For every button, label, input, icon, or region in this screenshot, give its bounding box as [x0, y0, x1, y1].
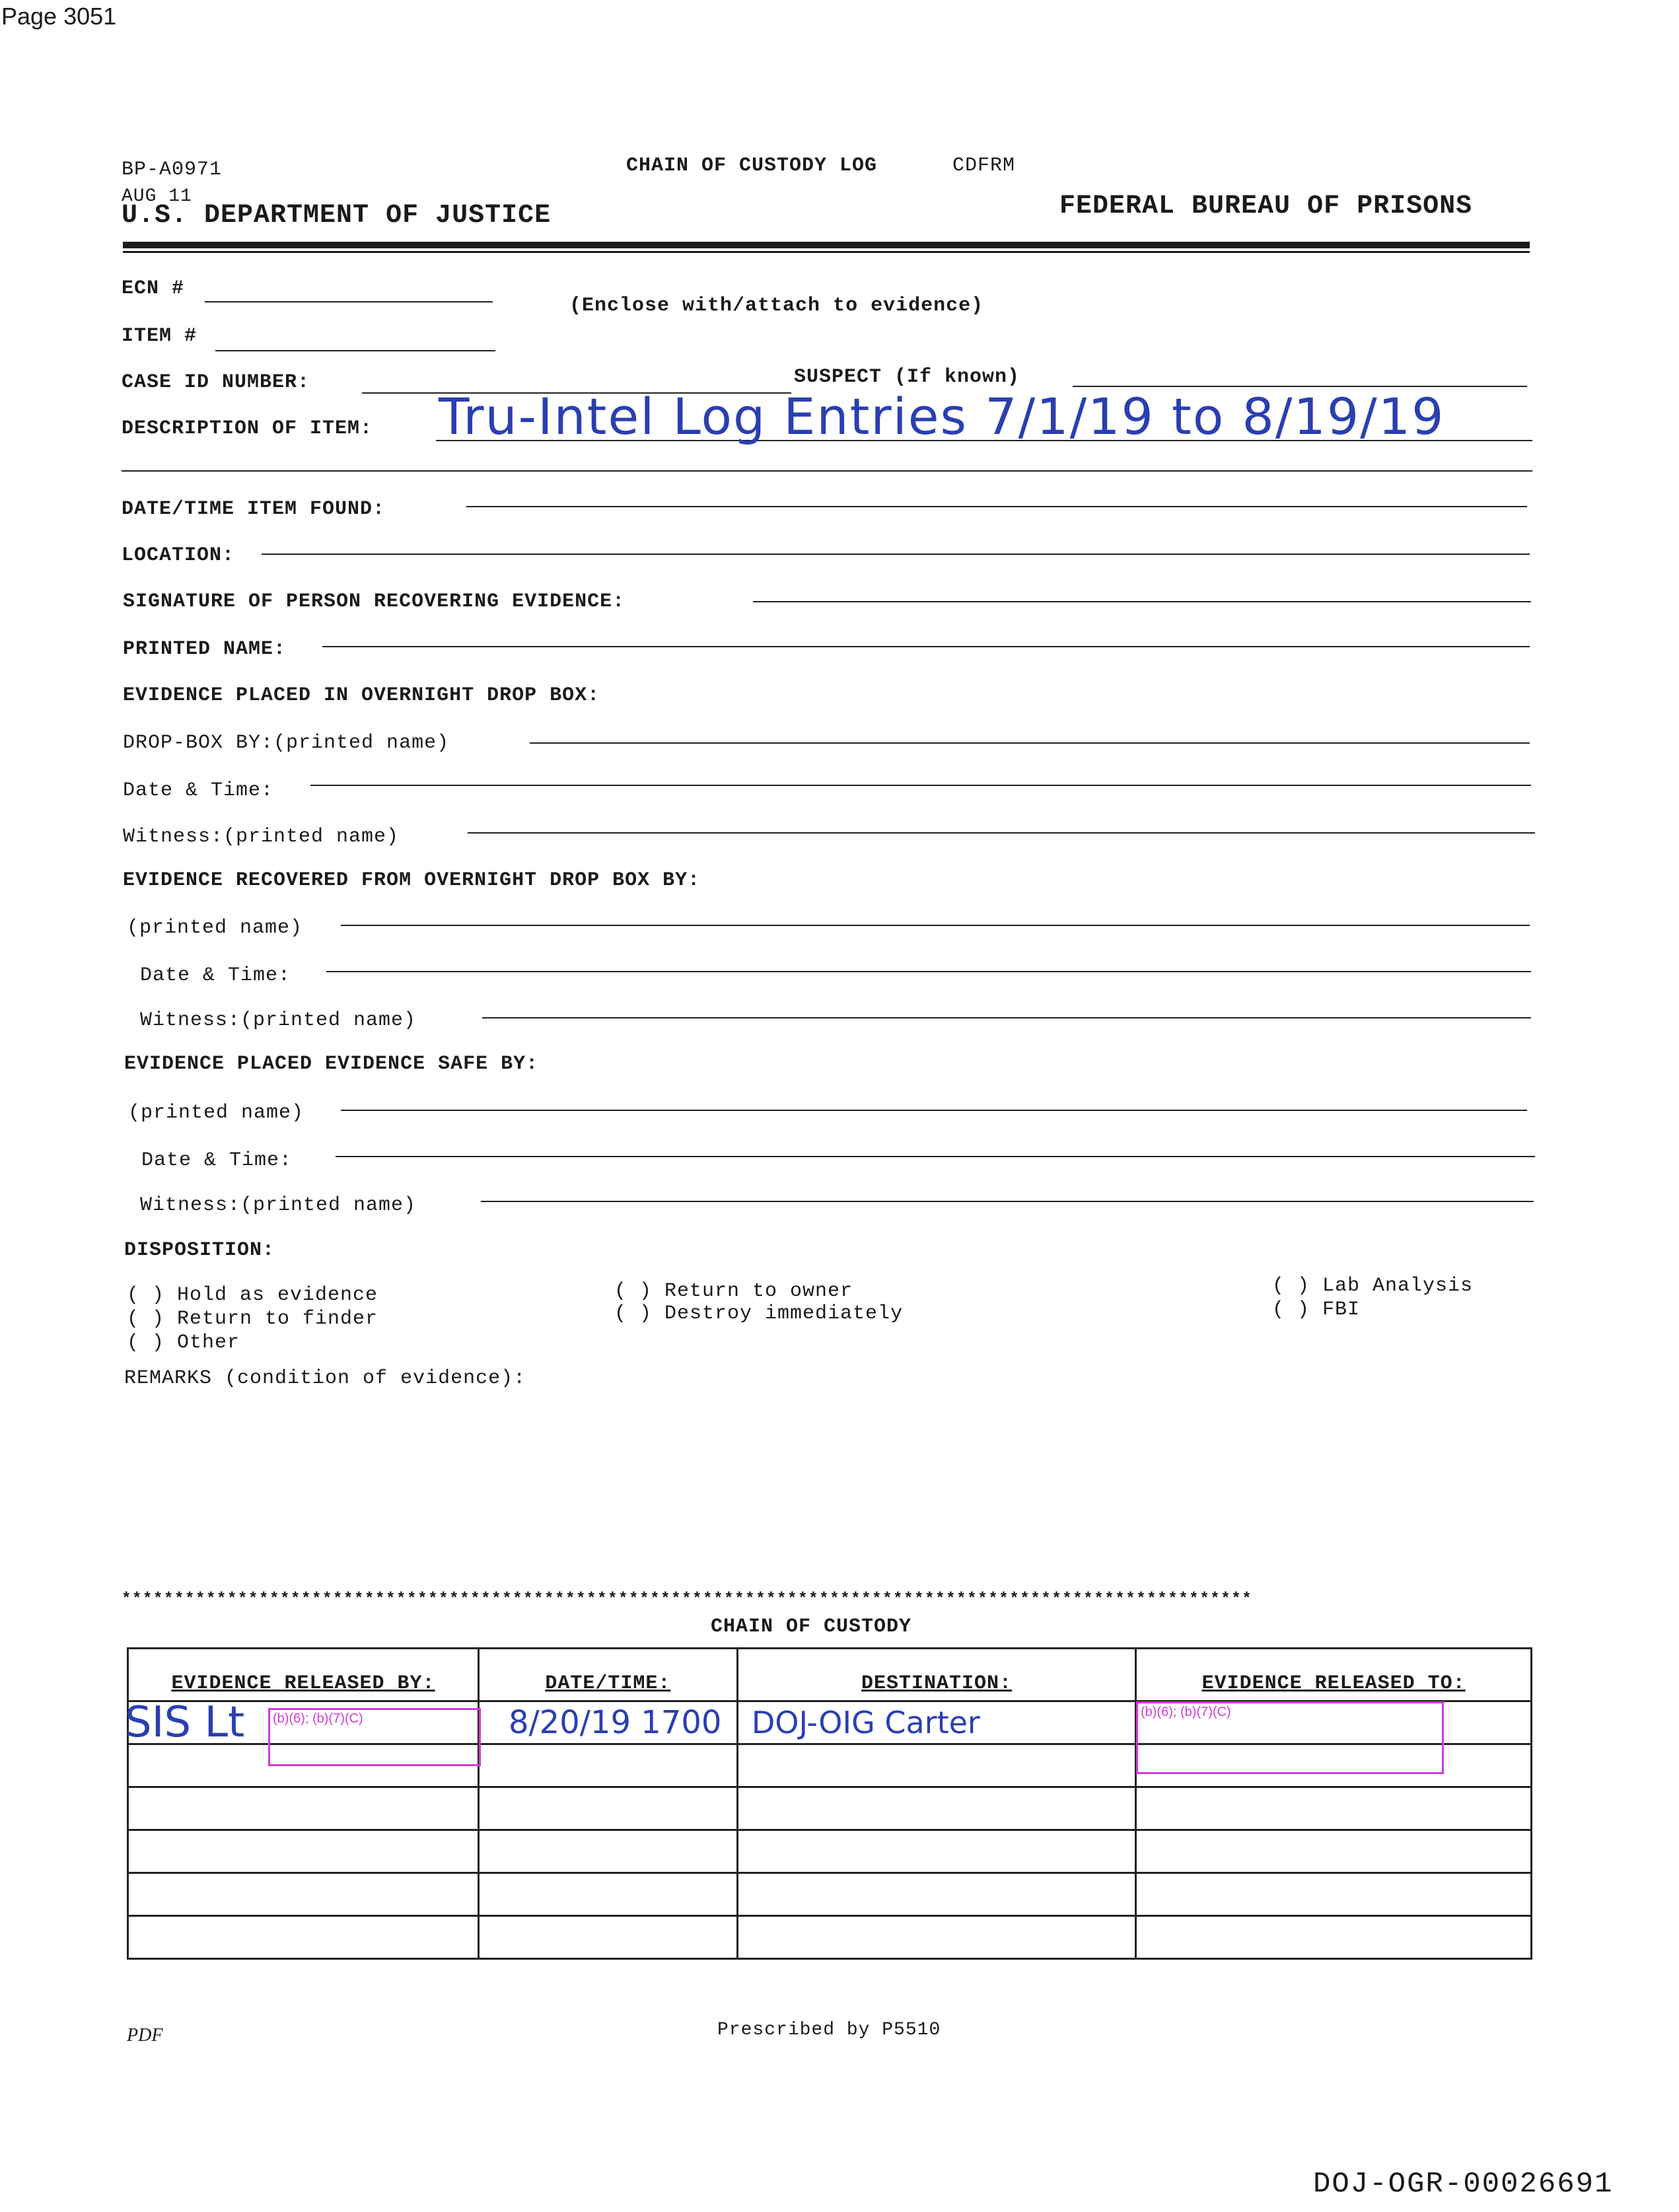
col-destination: DESTINATION:: [737, 1649, 1135, 1701]
form-title: CHAIN OF CUSTODY LOG: [626, 155, 878, 177]
form-number: BP-A0971: [122, 159, 223, 181]
signature-line[interactable]: [753, 601, 1531, 602]
description-handwriting: Tru-Intel Log Entries 7/1/19 to 8/19/19: [439, 387, 1445, 446]
custody-header-row: [128, 1649, 1532, 1701]
cell[interactable]: [128, 1787, 479, 1830]
cell[interactable]: [1136, 1916, 1532, 1959]
cell[interactable]: [478, 1916, 737, 1959]
ecn-line[interactable]: [205, 301, 493, 303]
page-label: Page 3051: [1, 3, 117, 30]
recovered-heading: EVIDENCE RECOVERED FROM OVERNIGHT DROP BOX BY:: [123, 869, 701, 892]
table-row: [128, 1787, 1532, 1830]
cell[interactable]: [737, 1873, 1135, 1916]
disposition-return-to-owner[interactable]: ( ) Return to owner: [614, 1280, 853, 1302]
form-date: AUG 11: [122, 186, 192, 207]
drop-box-witness-label: Witness:(printed name): [123, 826, 400, 848]
disposition-hold-as-evidence[interactable]: ( ) Hold as evidence: [127, 1284, 378, 1306]
cell[interactable]: [478, 1744, 737, 1787]
safe-heading: EVIDENCE PLACED EVIDENCE SAFE BY:: [124, 1053, 539, 1075]
location-label: LOCATION:: [122, 544, 235, 567]
description-line-2[interactable]: [122, 470, 1532, 472]
printed-name-label: PRINTED NAME:: [123, 638, 287, 660]
cell[interactable]: [737, 1916, 1135, 1959]
disposition-fbi[interactable]: ( ) FBI: [1272, 1299, 1361, 1321]
remarks-label: REMARKS (condition of evidence):: [124, 1367, 526, 1390]
date-found-line[interactable]: [466, 506, 1527, 507]
cell[interactable]: [1136, 1873, 1532, 1916]
safe-datetime-label: Date & Time:: [141, 1149, 293, 1172]
department-name: U.S. DEPARTMENT OF JUSTICE: [122, 201, 552, 231]
safe-witness-line[interactable]: [481, 1201, 1534, 1202]
col-released-to: EVIDENCE RELEASED TO:: [1136, 1649, 1532, 1701]
cell[interactable]: [478, 1787, 737, 1830]
prescribed-by: Prescribed by P5510: [717, 2020, 941, 2040]
recovered-name-line[interactable]: [341, 925, 1530, 926]
separator-stars: ***********************************************************************************************************: [122, 1590, 1253, 1608]
description-label: DESCRIPTION OF ITEM:: [122, 417, 373, 440]
drop-box-witness-line[interactable]: [468, 832, 1535, 834]
printed-name-line[interactable]: [322, 646, 1530, 647]
header-rule: [123, 242, 1530, 248]
custody-title: CHAIN OF CUSTODY: [711, 1616, 912, 1638]
col-released-by: EVIDENCE RELEASED BY:: [128, 1649, 479, 1701]
cell-destination[interactable]: [737, 1701, 1135, 1744]
table-row: [128, 1830, 1532, 1873]
disposition-other[interactable]: ( ) Other: [127, 1332, 240, 1354]
safe-witness-label: Witness:(printed name): [140, 1194, 417, 1217]
disposition-lab-analysis[interactable]: ( ) Lab Analysis: [1272, 1275, 1474, 1297]
redaction-box-released-by: [268, 1708, 481, 1766]
safe-name-label: (printed name): [128, 1102, 304, 1124]
drop-box-datetime-line[interactable]: [310, 785, 1531, 786]
cell[interactable]: [478, 1873, 737, 1916]
disposition-return-to-finder[interactable]: ( ) Return to finder: [127, 1308, 378, 1330]
recovered-witness-label: Witness:(printed name): [140, 1009, 417, 1032]
item-line[interactable]: [215, 350, 495, 351]
redaction-label: (b)(6); (b)(7)(C): [1141, 1705, 1231, 1719]
enclose-note: (Enclose with/attach to evidence): [569, 295, 984, 317]
drop-box-by-label: DROP-BOX BY:(printed name): [123, 732, 450, 754]
drop-box-datetime-label: Date & Time:: [123, 779, 274, 802]
table-row: [128, 1873, 1532, 1916]
table-row: [128, 1916, 1532, 1959]
cell[interactable]: [737, 1830, 1135, 1873]
recovered-datetime-line[interactable]: [326, 971, 1531, 972]
drop-box-heading: EVIDENCE PLACED IN OVERNIGHT DROP BOX:: [123, 684, 600, 707]
cell[interactable]: [1136, 1787, 1532, 1830]
case-id-label: CASE ID NUMBER:: [122, 371, 310, 394]
header-rule-thin: [123, 251, 1530, 253]
item-label: ITEM #: [122, 325, 197, 347]
recovered-datetime-label: Date & Time:: [140, 964, 291, 987]
released-by-handwriting: SIS Lt: [125, 1698, 245, 1747]
disposition-heading: DISPOSITION:: [124, 1239, 275, 1262]
signature-label: SIGNATURE OF PERSON RECOVERING EVIDENCE:: [123, 590, 625, 613]
cell[interactable]: [1136, 1830, 1532, 1873]
drop-box-by-line[interactable]: [530, 742, 1530, 744]
ecn-label: ECN #: [122, 277, 185, 300]
datetime-handwriting: 8/20/19 1700: [508, 1704, 722, 1741]
cell[interactable]: [128, 1873, 479, 1916]
cell[interactable]: [128, 1916, 479, 1959]
col-datetime: DATE/TIME:: [478, 1649, 737, 1701]
cell[interactable]: [478, 1830, 737, 1873]
safe-datetime-line[interactable]: [336, 1156, 1535, 1157]
location-line[interactable]: [262, 553, 1530, 555]
custody-table: [127, 1647, 1532, 1960]
cell-datetime[interactable]: [478, 1701, 737, 1744]
cell[interactable]: [737, 1744, 1135, 1787]
redaction-label: (b)(6); (b)(7)(C): [273, 1711, 363, 1726]
cell[interactable]: [737, 1787, 1135, 1830]
bates-number: DOJ-OGR-00026691: [1313, 2168, 1614, 2201]
suspect-label: SUSPECT (If known): [794, 366, 1020, 388]
date-found-label: DATE/TIME ITEM FOUND:: [122, 498, 386, 520]
destination-handwriting: DOJ-OIG Carter: [751, 1705, 980, 1740]
safe-name-line[interactable]: [341, 1110, 1527, 1111]
redaction-box-released-to: [1136, 1701, 1444, 1774]
disposition-destroy-immediately[interactable]: ( ) Destroy immediately: [614, 1302, 904, 1325]
recovered-name-label: (printed name): [127, 917, 303, 939]
recovered-witness-line[interactable]: [482, 1017, 1531, 1018]
cell[interactable]: [128, 1830, 479, 1873]
bureau-name: FEDERAL BUREAU OF PRISONS: [1059, 192, 1473, 221]
form-title-suffix: CDFRM: [952, 155, 1016, 177]
pdf-label: PDF: [127, 2025, 163, 2046]
